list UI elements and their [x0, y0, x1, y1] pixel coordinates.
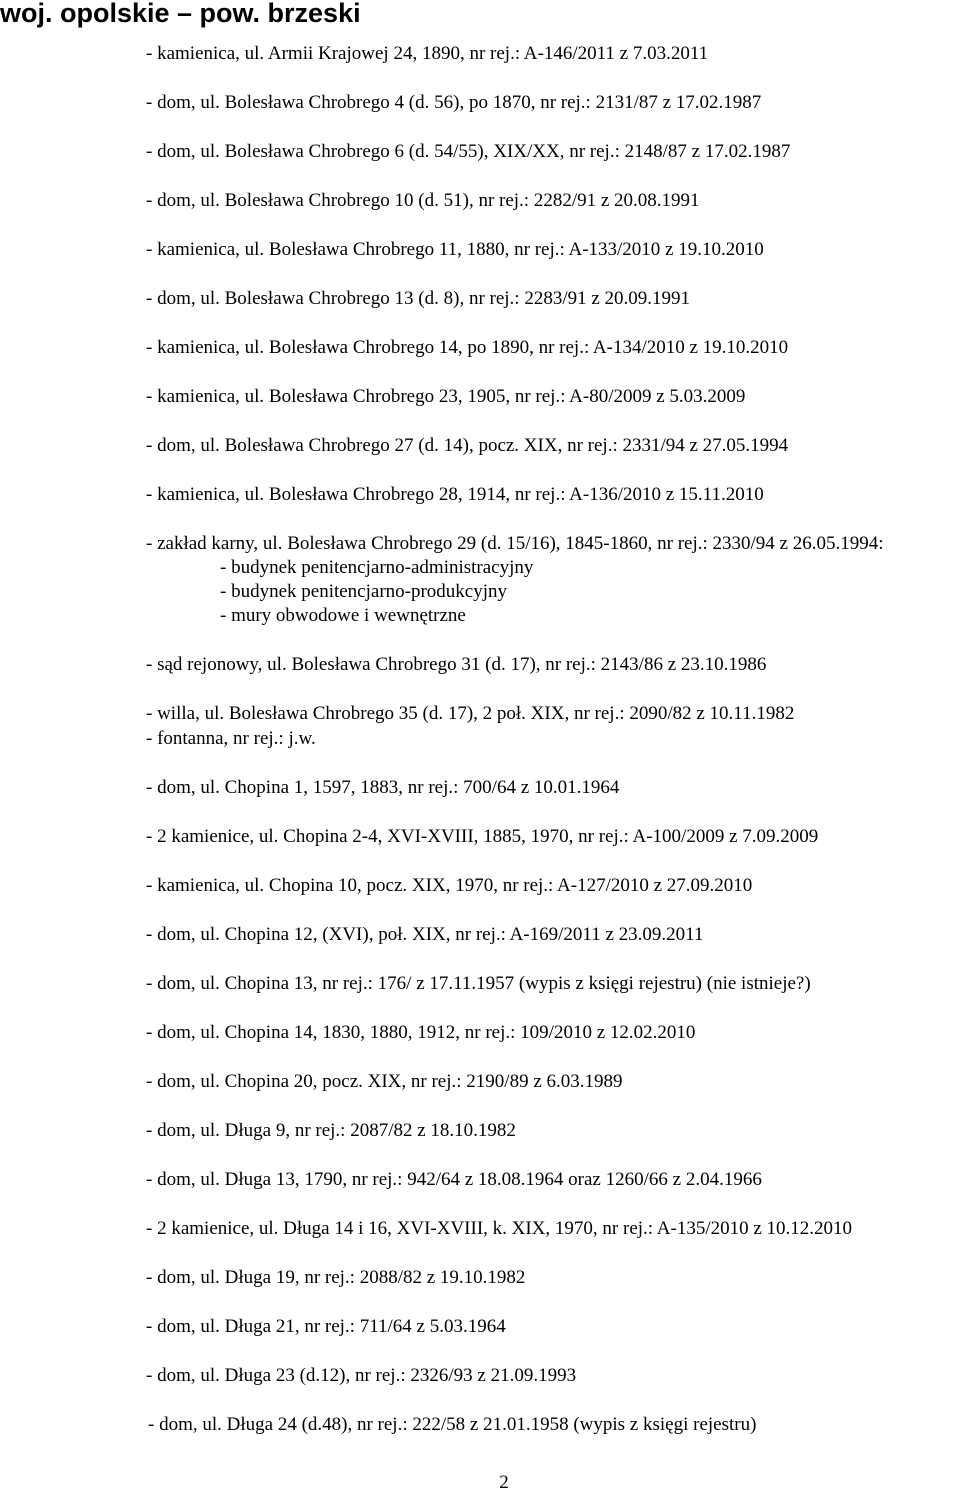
entry-line: - dom, ul. Długa 21, nr rej.: 711/64 z 5.03.1964 [146, 1316, 506, 1337]
entry-line: - kamienica, ul. Bolesława Chrobrego 14, po 1890, nr rej.: A-134/2010 z 19.10.2010 [146, 337, 789, 358]
entry-subline: - mury obwodowe i wewnętrzne [220, 605, 466, 626]
entry-line: - zakład karny, ul. Bolesława Chrobrego 29 (d. 15/16), 1845-1860, nr rej.: 2330/94 z 26.05.1994: [146, 533, 884, 554]
entry-line: - dom, ul. Długa 19, nr rej.: 2088/82 z 19.10.1982 [146, 1267, 526, 1288]
entry-subline: - budynek penitencjarno-produkcyjny [220, 581, 508, 602]
entry-line: - dom, ul. Długa 9, nr rej.: 2087/82 z 18.10.1982 [146, 1120, 516, 1141]
entry-line: - dom, ul. Bolesława Chrobrego 6 (d. 54/55), XIX/XX, nr rej.: 2148/87 z 17.02.1987 [146, 141, 791, 162]
entry-line: - dom, ul. Bolesława Chrobrego 27 (d. 14), pocz. XIX, nr rej.: 2331/94 z 27.05.1994 [146, 435, 789, 456]
page-number: 2 [499, 1472, 509, 1493]
entry-line: - kamienica, ul. Bolesława Chrobrego 23, 1905, nr rej.: A-80/2009 z 5.03.2009 [146, 386, 746, 407]
entry-line: - dom, ul. Chopina 1, 1597, 1883, nr rej.: 700/64 z 10.01.1964 [146, 777, 620, 798]
entry-line: - 2 kamienice, ul. Długa 14 i 16, XVI-XVIII, k. XIX, 1970, nr rej.: A-135/2010 z 10.12.2010 [146, 1218, 853, 1239]
entry-line: - fontanna, nr rej.: j.w. [146, 728, 316, 749]
entry-line: - kamienica, ul. Chopina 10, pocz. XIX, 1970, nr rej.: A-127/2010 z 27.09.2010 [146, 875, 753, 896]
entry-line: - dom, ul. Chopina 13, nr rej.: 176/ z 17.11.1957 (wypis z księgi rejestru) (nie istnieje?) [146, 973, 811, 994]
page-heading: woj. opolskie – pow. brzeski [0, 0, 361, 28]
entry-line: - dom, ul. Chopina 12, (XVI), poł. XIX, nr rej.: A-169/2011 z 23.09.2011 [146, 924, 704, 945]
entry-line: - dom, ul. Długa 13, 1790, nr rej.: 942/64 z 18.08.1964 oraz 1260/66 z 2.04.1966 [146, 1169, 762, 1190]
entry-subline: - budynek penitencjarno-administracyjny [220, 557, 534, 578]
entry-line: - kamienica, ul. Bolesława Chrobrego 11, 1880, nr rej.: A-133/2010 z 19.10.2010 [146, 239, 764, 260]
entry-line: - sąd rejonowy, ul. Bolesława Chrobrego 31 (d. 17), nr rej.: 2143/86 z 23.10.1986 [146, 654, 767, 675]
entry-line: - dom, ul. Długa 24 (d.48), nr rej.: 222/58 z 21.01.1958 (wypis z księgi rejestru) [148, 1414, 757, 1435]
entry-line: - kamienica, ul. Armii Krajowej 24, 1890, nr rej.: A-146/2011 z 7.03.2011 [146, 43, 709, 64]
entry-line: - dom, ul. Bolesława Chrobrego 4 (d. 56), po 1870, nr rej.: 2131/87 z 17.02.1987 [146, 92, 762, 113]
entry-line: - dom, ul. Długa 23 (d.12), nr rej.: 2326/93 z 21.09.1993 [146, 1365, 577, 1386]
entry-line: - dom, ul. Bolesława Chrobrego 13 (d. 8), nr rej.: 2283/91 z 20.09.1991 [146, 288, 691, 309]
entry-line: - dom, ul. Bolesława Chrobrego 10 (d. 51), nr rej.: 2282/91 z 20.08.1991 [146, 190, 700, 211]
entry-line: - dom, ul. Chopina 14, 1830, 1880, 1912, nr rej.: 109/2010 z 12.02.2010 [146, 1022, 696, 1043]
entry-line: - 2 kamienice, ul. Chopina 2-4, XVI-XVIII, 1885, 1970, nr rej.: A-100/2009 z 7.09.2009 [146, 826, 819, 847]
entry-line: - willa, ul. Bolesława Chrobrego 35 (d. 17), 2 poł. XIX, nr rej.: 2090/82 z 10.11.1982 [146, 703, 795, 724]
entry-line: - kamienica, ul. Bolesława Chrobrego 28, 1914, nr rej.: A-136/2010 z 15.11.2010 [146, 484, 764, 505]
entry-line: - dom, ul. Chopina 20, pocz. XIX, nr rej.: 2190/89 z 6.03.1989 [146, 1071, 623, 1092]
